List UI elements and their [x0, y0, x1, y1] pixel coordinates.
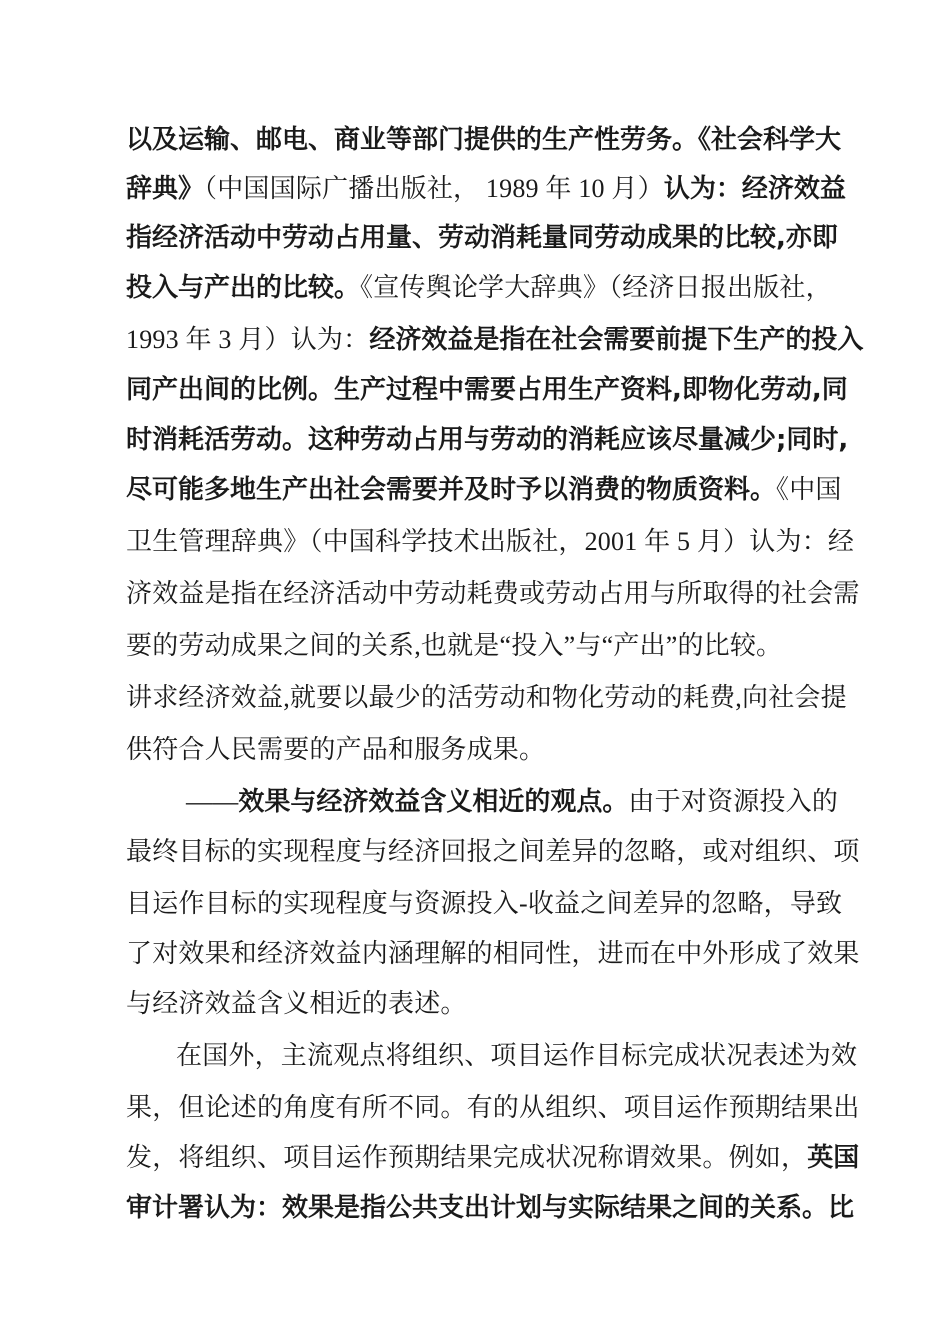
text-line-2 — [126, 169, 850, 209]
citation-run: （中国国际广播出版社， 1989 年 10 月） — [204, 174, 664, 203]
text-line-18 — [126, 984, 850, 1024]
text-line-15 — [126, 832, 860, 872]
text-run: 经济效益是指在社会需要前提下生产的投入 — [369, 325, 864, 355]
text-line-3 — [126, 218, 850, 258]
text-run: 认为：经济效益 — [663, 174, 846, 204]
text-run: 发，将组织、项目运作预期结果完成状况称谓效果。例如， — [126, 1143, 808, 1172]
text-run: 供符合人民需要的产品和服务成果。 — [126, 735, 546, 764]
text-line-9 — [126, 522, 855, 562]
text-line-21 — [126, 1138, 860, 1178]
text-run: 最终目标的实现程度与经济回报之间差异的忽略，或对组织、项 — [126, 837, 860, 866]
dash-run: —— — [186, 787, 239, 816]
text-line-20 — [126, 1088, 860, 1128]
text-run: 时消耗活劳动。这种劳动占用与劳动的消耗应该尽量减少;同时, — [126, 425, 849, 455]
text-line-22 — [126, 1188, 855, 1228]
text-run: 卫生管理辞典》（中国科学技术出版社，2001 年 5 月）认为：经 — [126, 527, 855, 556]
text-run: 辞典》 — [126, 174, 205, 204]
text-run: 要的劳动成果之间的关系,也就是“投入”与“产出”的比较。 — [126, 631, 783, 660]
citation-run: 《宣传舆论学大辞典》（经济日报出版社， — [360, 273, 832, 302]
text-run: 英国 — [807, 1143, 860, 1173]
text-run: 目运作目标的实现程度与资源投入-收益之间差异的忽略，导致 — [126, 889, 843, 918]
text-line-12 — [126, 678, 850, 718]
text-line-6 — [126, 370, 850, 410]
text-line-11 — [126, 626, 850, 666]
text-line-16 — [126, 884, 850, 924]
text-line-19 — [176, 1036, 858, 1076]
text-run: 投入与产出的比较。 — [126, 273, 361, 303]
text-run: 同产出间的比例。生产过程中需要占用生产资料,即物化劳动,同 — [126, 375, 848, 405]
text-line-13 — [126, 730, 850, 770]
text-run: 与经济效益含义相近的表述。 — [126, 989, 467, 1018]
text-line-14 — [186, 782, 850, 822]
text-line-8 — [126, 470, 850, 510]
text-line-7 — [126, 420, 850, 460]
text-run: 由于对资源投入的 — [628, 787, 839, 816]
text-run: 以及运输、邮电、商业等部门提供的生产性劳务。《社会科学大 — [126, 125, 842, 155]
text-run: 审计署认为：效果是指公共支出计划与实际结果之间的关系。比 — [126, 1193, 855, 1223]
text-run: 讲求经济效益,就要以最少的活劳动和物化劳动的耗费,向社会提 — [126, 683, 847, 712]
text-run: 在国外，主流观点将组织、项目运作目标完成状况表述为效 — [176, 1041, 858, 1070]
text-run: 果，但论述的角度有所不同。有的从组织、项目运作预期结果出 — [126, 1093, 860, 1122]
text-line-5 — [126, 320, 864, 360]
text-run: 指经济活动中劳动占用量、劳动消耗量同劳动成果的比较,亦即 — [126, 223, 838, 253]
text-line-4 — [126, 268, 850, 308]
citation-run: 1993 年 3 月）认为： — [126, 325, 370, 354]
text-line-17 — [126, 934, 860, 974]
text-run: 了对效果和经济效益内涵理解的相同性，进而在中外形成了效果 — [126, 939, 860, 968]
heading-run: 效果与经济效益含义相近的观点。 — [238, 787, 629, 817]
text-run: 尽可能多地生产出社会需要并及时予以消费的物质资料。 — [126, 475, 777, 505]
citation-run: 《中国 — [776, 475, 842, 504]
text-line-10 — [126, 574, 860, 614]
text-line-1 — [126, 120, 850, 160]
text-run: 济效益是指在经济活动中劳动耗费或劳动占用与所取得的社会需 — [126, 579, 860, 608]
